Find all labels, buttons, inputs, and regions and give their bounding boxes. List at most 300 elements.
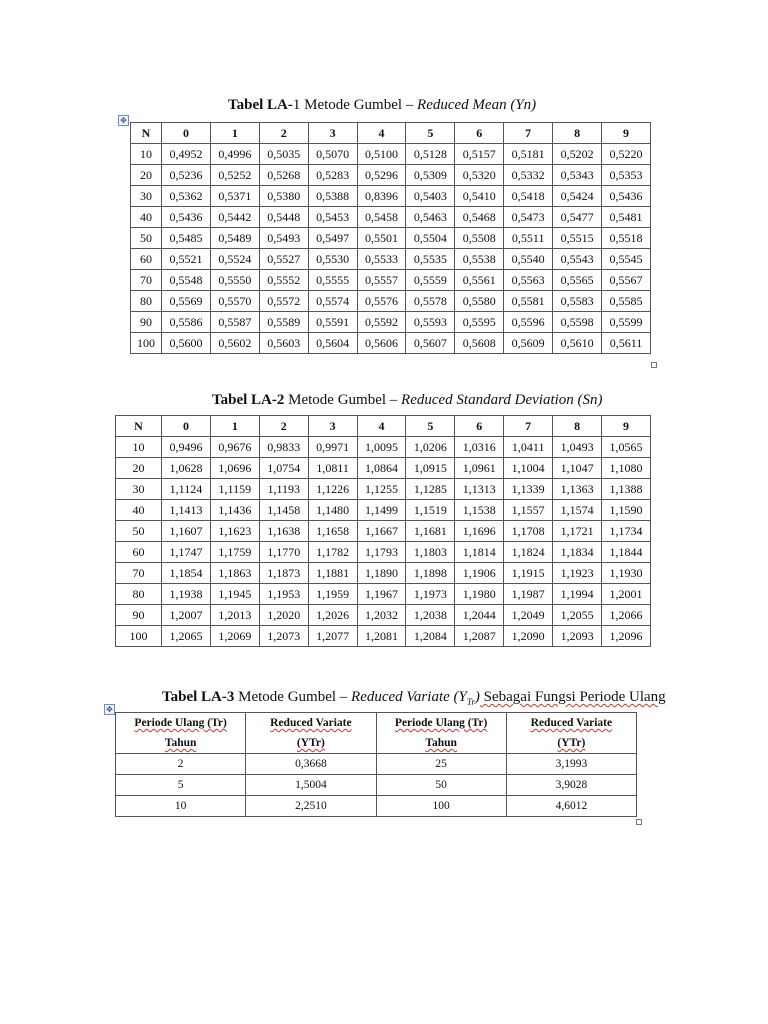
table2-caption-mid: Metode Gumbel – xyxy=(284,392,402,408)
table-cell: 1,1436 xyxy=(210,500,259,521)
table-cell: 0,5309 xyxy=(406,165,455,186)
table-cell: 1,1193 xyxy=(259,479,308,500)
table-cell: 1,1814 xyxy=(455,542,504,563)
table-cell: 1,2093 xyxy=(553,626,602,647)
table-cell: 0,5458 xyxy=(357,207,406,228)
table-cell: 0,5371 xyxy=(210,186,259,207)
table-cell: 0,5128 xyxy=(406,144,455,165)
table-cell: 0,5410 xyxy=(455,186,504,207)
column-header: (YTr) xyxy=(246,733,376,754)
column-header: Periode Ulang (Tr) xyxy=(376,713,506,734)
table-cell: 1,1708 xyxy=(504,521,553,542)
table-cell: 0,5533 xyxy=(357,249,406,270)
table2-reduced-std-dev xyxy=(115,415,651,647)
table-cell: 1,1590 xyxy=(602,500,651,521)
table-cell: 0,5585 xyxy=(602,291,651,312)
table-cell: 1,0095 xyxy=(357,437,406,458)
table-cell: 1,1313 xyxy=(455,479,504,500)
table1-caption-num: 1 xyxy=(292,97,301,113)
table1-caption-bold: Tabel LA- xyxy=(228,97,293,113)
table-cell: 1,2013 xyxy=(210,605,259,626)
table-cell: 1,1844 xyxy=(602,542,651,563)
row-label-cell: 10 xyxy=(131,144,162,165)
table-header-row xyxy=(116,416,651,437)
row-label-cell: 50 xyxy=(116,521,162,542)
table-cell: 0,5100 xyxy=(357,144,406,165)
column-header: N xyxy=(116,416,162,437)
table-cell: 0,5574 xyxy=(308,291,357,312)
table-cell: 1,1759 xyxy=(210,542,259,563)
table-row xyxy=(131,333,651,354)
table-cell: 1,1538 xyxy=(455,500,504,521)
table-cell: 0,5403 xyxy=(406,186,455,207)
table-cell: 1,1923 xyxy=(553,563,602,584)
table-cell: 1,0811 xyxy=(308,458,357,479)
table-cell: 10 xyxy=(116,796,246,817)
table-row xyxy=(116,796,637,817)
table-cell: 1,1623 xyxy=(210,521,259,542)
table-cell: 1,1159 xyxy=(210,479,259,500)
table-cell: 0,5609 xyxy=(504,333,553,354)
table-cell: 0,5035 xyxy=(259,144,308,165)
column-header: Periode Ulang (Tr) xyxy=(116,713,246,734)
table-row xyxy=(131,207,651,228)
table-cell: 0,5543 xyxy=(553,249,602,270)
table-cell: 0,5442 xyxy=(210,207,259,228)
table-cell: 1,0864 xyxy=(357,458,406,479)
column-header: Reduced Variate xyxy=(246,713,376,734)
table-row xyxy=(131,165,651,186)
table-cell: 1,2055 xyxy=(553,605,602,626)
column-header: 4 xyxy=(357,416,406,437)
table-cell: 1,1607 xyxy=(162,521,211,542)
table-cell: 0,5527 xyxy=(259,249,308,270)
table-row xyxy=(131,291,651,312)
table-cell: 0,9496 xyxy=(162,437,211,458)
row-label-cell: 30 xyxy=(131,186,162,207)
table-cell: 1,1863 xyxy=(210,563,259,584)
table-cell: 0,5518 xyxy=(602,228,651,249)
table-row xyxy=(116,775,637,796)
table-cell: 0,5453 xyxy=(308,207,357,228)
table-row xyxy=(131,270,651,291)
column-header: 6 xyxy=(455,123,504,144)
row-label-cell: 90 xyxy=(131,312,162,333)
table-cell: 0,5578 xyxy=(406,291,455,312)
table-cell: 1,1047 xyxy=(553,458,602,479)
table-cell: 1,0915 xyxy=(406,458,455,479)
table-header-row xyxy=(116,733,637,754)
table-cell: 1,1388 xyxy=(602,479,651,500)
table1-caption-italic: Reduced Mean (Yn) xyxy=(417,97,537,113)
table-cell: 0,5489 xyxy=(210,228,259,249)
table-cell: 0,5268 xyxy=(259,165,308,186)
table-cell: 1,0493 xyxy=(553,437,602,458)
table-cell: 0,5580 xyxy=(455,291,504,312)
table-cell: 0,5181 xyxy=(504,144,553,165)
table-cell: 0,5565 xyxy=(553,270,602,291)
table-cell: 1,2096 xyxy=(602,626,651,647)
table-row xyxy=(116,542,651,563)
table-row xyxy=(116,500,651,521)
row-label-cell: 90 xyxy=(116,605,162,626)
table-row xyxy=(116,437,651,458)
table3-caption-italic: Reduced Variate $(Y_{Tr})$ xyxy=(351,689,480,707)
table-cell: 0,5511 xyxy=(504,228,553,249)
row-label-cell: 80 xyxy=(116,584,162,605)
row-label-cell: 60 xyxy=(116,542,162,563)
table-cell: 0,5515 xyxy=(553,228,602,249)
table-row xyxy=(116,458,651,479)
table-cell: 1,2007 xyxy=(162,605,211,626)
table-cell: 1,1959 xyxy=(308,584,357,605)
table-cell: 1,1915 xyxy=(504,563,553,584)
table-row xyxy=(116,521,651,542)
table-row xyxy=(131,249,651,270)
table-cell: 0,5570 xyxy=(210,291,259,312)
table-cell: 0,5501 xyxy=(357,228,406,249)
table-cell: 1,1638 xyxy=(259,521,308,542)
table-cell: 0,5497 xyxy=(308,228,357,249)
column-header: 8 xyxy=(553,123,602,144)
table2-caption xyxy=(212,392,603,409)
table-cell: 1,1363 xyxy=(553,479,602,500)
table-cell: 0,5561 xyxy=(455,270,504,291)
table-cell: 0,5202 xyxy=(553,144,602,165)
table-row xyxy=(116,754,637,775)
table-cell: 1,1557 xyxy=(504,500,553,521)
table-header-row xyxy=(116,713,637,734)
row-label-cell: 60 xyxy=(131,249,162,270)
table-cell: 1,2001 xyxy=(602,584,651,605)
table-cell: 5 xyxy=(116,775,246,796)
table-cell: 1,1667 xyxy=(357,521,406,542)
column-header: 9 xyxy=(602,123,651,144)
table-cell: 0,5569 xyxy=(162,291,211,312)
column-header: 3 xyxy=(308,123,357,144)
table-cell: 0,5521 xyxy=(162,249,211,270)
table-cell: 1,1967 xyxy=(357,584,406,605)
table2-caption-italic: Reduced Standard Deviation (Sn) xyxy=(401,392,603,408)
table-cell: 0,5485 xyxy=(162,228,211,249)
table-cell: 0,5583 xyxy=(553,291,602,312)
table-row xyxy=(116,584,651,605)
table-cell: 0,5557 xyxy=(357,270,406,291)
table-cell: 1,1770 xyxy=(259,542,308,563)
table-cell: 0,5424 xyxy=(553,186,602,207)
table-cell: 1,0411 xyxy=(504,437,553,458)
table-cell: 1,1747 xyxy=(162,542,211,563)
table-cell: 0,5603 xyxy=(259,333,308,354)
row-label-cell: 30 xyxy=(116,479,162,500)
table-cell: 0,5581 xyxy=(504,291,553,312)
table-cell: 1,0565 xyxy=(602,437,651,458)
column-header: 2 xyxy=(259,416,308,437)
table-cell: 1,2087 xyxy=(455,626,504,647)
table1-reduced-mean xyxy=(130,122,651,354)
table-cell: 1,0754 xyxy=(259,458,308,479)
table-cell: 1,1734 xyxy=(602,521,651,542)
table-cell: 0,5535 xyxy=(406,249,455,270)
row-label-cell: 70 xyxy=(116,563,162,584)
table-cell: 1,1987 xyxy=(504,584,553,605)
table-cell: 1,2065 xyxy=(162,626,211,647)
table-cell: 1,2090 xyxy=(504,626,553,647)
column-header: (YTr) xyxy=(506,733,636,754)
table-cell: 4,6012 xyxy=(506,796,636,817)
table-cell: 0,5524 xyxy=(210,249,259,270)
table-cell: 1,2077 xyxy=(308,626,357,647)
table-cell: 1,0961 xyxy=(455,458,504,479)
table3-caption-mid: Metode Gumbel – xyxy=(234,689,352,705)
table-cell: 0,5610 xyxy=(553,333,602,354)
table-cell: 1,2069 xyxy=(210,626,259,647)
table-cell: 1,1782 xyxy=(308,542,357,563)
table-cell: 0,8396 xyxy=(357,186,406,207)
table-cell: 0,5572 xyxy=(259,291,308,312)
table-cell: 0,5607 xyxy=(406,333,455,354)
table-cell: 0,5552 xyxy=(259,270,308,291)
table-cell: 1,1339 xyxy=(504,479,553,500)
table3-caption-bold: Tabel LA-3 xyxy=(162,689,235,705)
column-header: 0 xyxy=(162,123,211,144)
table-cell: 1,1413 xyxy=(162,500,211,521)
table-cell: 0,5332 xyxy=(504,165,553,186)
table-cell: 1,0696 xyxy=(210,458,259,479)
table-cell: 0,5596 xyxy=(504,312,553,333)
table-cell: 0,5611 xyxy=(602,333,651,354)
table-cell: 1,2038 xyxy=(406,605,455,626)
table-cell: 0,5508 xyxy=(455,228,504,249)
table-cell: 0,5563 xyxy=(504,270,553,291)
row-label-cell: 20 xyxy=(116,458,162,479)
table-cell: 0,5343 xyxy=(553,165,602,186)
table-row xyxy=(131,144,651,165)
table-cell: 1,1834 xyxy=(553,542,602,563)
table3-caption xyxy=(162,689,666,707)
table-header-row xyxy=(131,123,651,144)
column-header: 9 xyxy=(602,416,651,437)
table-cell: 0,4996 xyxy=(210,144,259,165)
table-cell: 1,1793 xyxy=(357,542,406,563)
table-cell: 0,5606 xyxy=(357,333,406,354)
table-cell: 0,5545 xyxy=(602,249,651,270)
table-cell: 0,5592 xyxy=(357,312,406,333)
table-cell: 1,1898 xyxy=(406,563,455,584)
table-cell: 1,1881 xyxy=(308,563,357,584)
table-cell: 0,5296 xyxy=(357,165,406,186)
table-cell: 0,5418 xyxy=(504,186,553,207)
table-row xyxy=(116,626,651,647)
table-cell: 1,1938 xyxy=(162,584,211,605)
table-cell: 0,5550 xyxy=(210,270,259,291)
table-cell: 1,1973 xyxy=(406,584,455,605)
table-cell: 1,0206 xyxy=(406,437,455,458)
table-cell: 0,5567 xyxy=(602,270,651,291)
table-cell: 0,5586 xyxy=(162,312,211,333)
table-cell: 1,1681 xyxy=(406,521,455,542)
table2-caption-bold: Tabel LA-2 xyxy=(212,392,285,408)
table-cell: 0,5548 xyxy=(162,270,211,291)
table-cell: 0,5220 xyxy=(602,144,651,165)
table-cell: 0,9833 xyxy=(259,437,308,458)
table-cell: 1,2073 xyxy=(259,626,308,647)
table-cell: 50 xyxy=(376,775,506,796)
table-cell: 0,5595 xyxy=(455,312,504,333)
column-header: 1 xyxy=(210,123,259,144)
table-cell: 0,5283 xyxy=(308,165,357,186)
table-cell: 0,5477 xyxy=(553,207,602,228)
table-cell: 1,1080 xyxy=(602,458,651,479)
table-cell: 1,1696 xyxy=(455,521,504,542)
table-cell: 1,1890 xyxy=(357,563,406,584)
table-cell: 0,5599 xyxy=(602,312,651,333)
column-header: Tahun xyxy=(376,733,506,754)
row-label-cell: 80 xyxy=(131,291,162,312)
table-cell: 0,4952 xyxy=(162,144,211,165)
table-cell: 1,1124 xyxy=(162,479,211,500)
table-cell: 1,1574 xyxy=(553,500,602,521)
table-cell: 100 xyxy=(376,796,506,817)
table-cell: 0,5463 xyxy=(406,207,455,228)
table-cell: 1,1226 xyxy=(308,479,357,500)
table-cell: 1,2084 xyxy=(406,626,455,647)
table-cell: 0,5504 xyxy=(406,228,455,249)
row-label-cell: 50 xyxy=(131,228,162,249)
table-cell: 0,5591 xyxy=(308,312,357,333)
table-cell: 0,5604 xyxy=(308,333,357,354)
table-cell: 25 xyxy=(376,754,506,775)
table-cell: 1,0628 xyxy=(162,458,211,479)
column-header: 7 xyxy=(504,416,553,437)
table-cell: 0,5559 xyxy=(406,270,455,291)
table-cell: 0,5540 xyxy=(504,249,553,270)
row-label-cell: 70 xyxy=(131,270,162,291)
column-header: 5 xyxy=(406,416,455,437)
table-cell: 1,1499 xyxy=(357,500,406,521)
table-cell: 1,1803 xyxy=(406,542,455,563)
column-header: 4 xyxy=(357,123,406,144)
table-cell: 0,5589 xyxy=(259,312,308,333)
table-cell: 1,1824 xyxy=(504,542,553,563)
column-header: 5 xyxy=(406,123,455,144)
table-cell: 0,5436 xyxy=(162,207,211,228)
column-header: 6 xyxy=(455,416,504,437)
table3-reduced-variate xyxy=(115,712,637,817)
table1-caption-mid: Metode Gumbel – xyxy=(300,97,418,113)
column-header: N xyxy=(131,123,162,144)
table-cell: 1,2032 xyxy=(357,605,406,626)
table-cell: 0,9971 xyxy=(308,437,357,458)
table-cell: 0,5236 xyxy=(162,165,211,186)
column-header: 0 xyxy=(162,416,211,437)
table-row xyxy=(116,563,651,584)
table-cell: 1,1953 xyxy=(259,584,308,605)
move-handle-icon[interactable]: ✥ xyxy=(104,704,115,715)
table-cell: 0,5070 xyxy=(308,144,357,165)
row-label-cell: 10 xyxy=(116,437,162,458)
table-cell: 1,2026 xyxy=(308,605,357,626)
table-cell: 0,5555 xyxy=(308,270,357,291)
table-cell: 1,1285 xyxy=(406,479,455,500)
table-row xyxy=(116,479,651,500)
table-cell: 0,5602 xyxy=(210,333,259,354)
table-cell: 0,5576 xyxy=(357,291,406,312)
resize-handle-icon[interactable] xyxy=(651,362,657,368)
table1-caption xyxy=(228,97,536,114)
table-cell: 0,5598 xyxy=(553,312,602,333)
table-row xyxy=(116,605,651,626)
row-label-cell: 40 xyxy=(116,500,162,521)
table-cell: 1,1873 xyxy=(259,563,308,584)
table-cell: 1,2020 xyxy=(259,605,308,626)
column-header: 7 xyxy=(504,123,553,144)
table-cell: 1,2049 xyxy=(504,605,553,626)
table-cell: 0,5481 xyxy=(602,207,651,228)
table-cell: 0,5587 xyxy=(210,312,259,333)
table-cell: 1,1994 xyxy=(553,584,602,605)
resize-handle-icon[interactable] xyxy=(636,819,642,825)
table-cell: 1,1458 xyxy=(259,500,308,521)
table-cell: 0,5353 xyxy=(602,165,651,186)
column-header: 1 xyxy=(210,416,259,437)
table-cell: 0,5388 xyxy=(308,186,357,207)
row-label-cell: 40 xyxy=(131,207,162,228)
table-cell: 1,0316 xyxy=(455,437,504,458)
table-cell: 1,1658 xyxy=(308,521,357,542)
table-cell: 0,5600 xyxy=(162,333,211,354)
table-cell: 1,5004 xyxy=(246,775,376,796)
table-cell: 0,5252 xyxy=(210,165,259,186)
table-cell: 0,5320 xyxy=(455,165,504,186)
table-cell: 1,1480 xyxy=(308,500,357,521)
table-cell: 1,2044 xyxy=(455,605,504,626)
table-cell: 3,1993 xyxy=(506,754,636,775)
table-cell: 0,5493 xyxy=(259,228,308,249)
table-cell: 1,1930 xyxy=(602,563,651,584)
row-label-cell: 20 xyxy=(131,165,162,186)
table-cell: 1,1854 xyxy=(162,563,211,584)
table-cell: 0,5530 xyxy=(308,249,357,270)
table-cell: 1,1980 xyxy=(455,584,504,605)
table-row xyxy=(131,228,651,249)
table-cell: 0,5448 xyxy=(259,207,308,228)
table-cell: 1,2081 xyxy=(357,626,406,647)
table-cell: 2 xyxy=(116,754,246,775)
column-header: 8 xyxy=(553,416,602,437)
table-cell: 0,5436 xyxy=(602,186,651,207)
table-cell: 0,5473 xyxy=(504,207,553,228)
table-cell: 3,9028 xyxy=(506,775,636,796)
table-cell: 0,5593 xyxy=(406,312,455,333)
row-label-cell: 100 xyxy=(116,626,162,647)
column-header: 2 xyxy=(259,123,308,144)
table3-caption-tail: Sebagai Fungsi Periode Ulang xyxy=(479,689,666,705)
table-cell: 0,3668 xyxy=(246,754,376,775)
column-header: Tahun xyxy=(116,733,246,754)
table-cell: 0,5468 xyxy=(455,207,504,228)
table-row xyxy=(131,186,651,207)
table-cell: 0,5538 xyxy=(455,249,504,270)
table-cell: 2,2510 xyxy=(246,796,376,817)
table-cell: 0,5380 xyxy=(259,186,308,207)
table-cell: 1,2066 xyxy=(602,605,651,626)
table-cell: 1,1519 xyxy=(406,500,455,521)
table-cell: 1,1906 xyxy=(455,563,504,584)
move-handle-icon[interactable]: ✥ xyxy=(118,115,129,126)
table-cell: 0,9676 xyxy=(210,437,259,458)
table-row xyxy=(131,312,651,333)
